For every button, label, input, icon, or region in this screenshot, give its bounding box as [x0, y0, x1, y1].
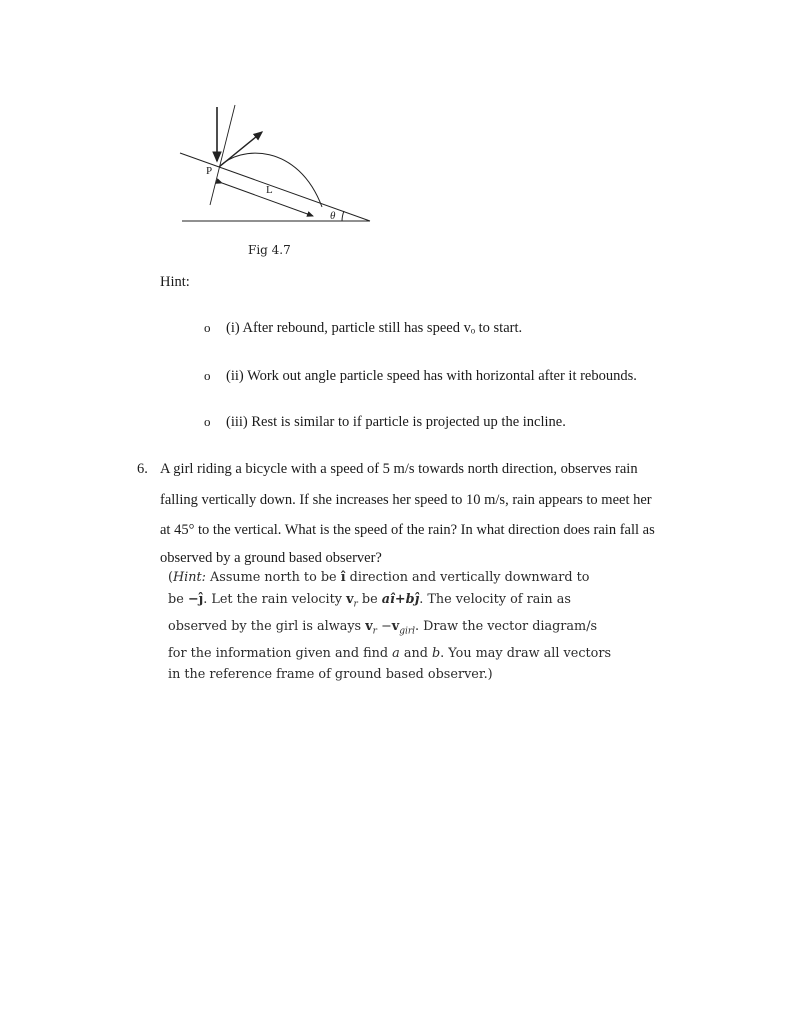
label-theta: θ — [330, 210, 336, 222]
hint-box-line: observed by the girl is always $v_r -v_{girl}$. Draw the vector diagram/s — [168, 618, 598, 637]
hint-bullet — [204, 320, 522, 337]
hint-box-line: be −ĵ. Let the rain velocity $v_r$ be aî+bĵ. The velocity of rain as — [168, 591, 571, 610]
angle-arc — [342, 211, 344, 221]
bullet-mark: o — [204, 368, 211, 383]
hint-box — [168, 567, 628, 686]
question-line: observed by a ground based observer? — [160, 550, 382, 566]
hint-bullet — [204, 414, 566, 431]
question-line: falling vertically down. If she increases her speed to 10 m/s, rain appears to meet her — [160, 492, 652, 508]
hint-title: Hint: — [160, 274, 190, 290]
bullet-mark: o — [204, 320, 211, 335]
hint-box-line: for the information given and find a and b. You may draw all vectors — [168, 645, 612, 661]
label-l: L — [266, 184, 273, 196]
hint-label: Hint: — [173, 570, 206, 585]
incline-line — [180, 153, 370, 221]
hint-box-line: in the reference frame of ground based observer.) — [168, 667, 493, 683]
bullet-text: (i) After rebound, particle still has speed vₒ to start. — [226, 320, 523, 336]
question-line: A girl riding a bicycle with a speed of 5 m/s towards north direction, observes rain — [160, 461, 638, 477]
normal-line — [210, 105, 235, 205]
hint-bullet — [204, 368, 637, 385]
question-line: at 45° to the vertical. What is the speed of the rain? In what direction does rain fall as — [160, 522, 655, 538]
question-number: 6. — [137, 461, 148, 477]
bullet-text: (ii) Work out angle particle speed has with horizontal after it rebounds. — [226, 368, 637, 384]
label-p: P — [206, 165, 213, 177]
bullet-mark: o — [204, 414, 211, 429]
incline-figure — [170, 95, 380, 235]
hint-box-line: (Hint: Assume north to be î direction and vertically downward to — [168, 570, 590, 585]
trajectory-curve — [219, 153, 322, 207]
figure-caption: Fig 4.7 — [248, 243, 291, 257]
bullet-text: (iii) Rest is similar to if particle is projected up the incline. — [226, 414, 566, 430]
